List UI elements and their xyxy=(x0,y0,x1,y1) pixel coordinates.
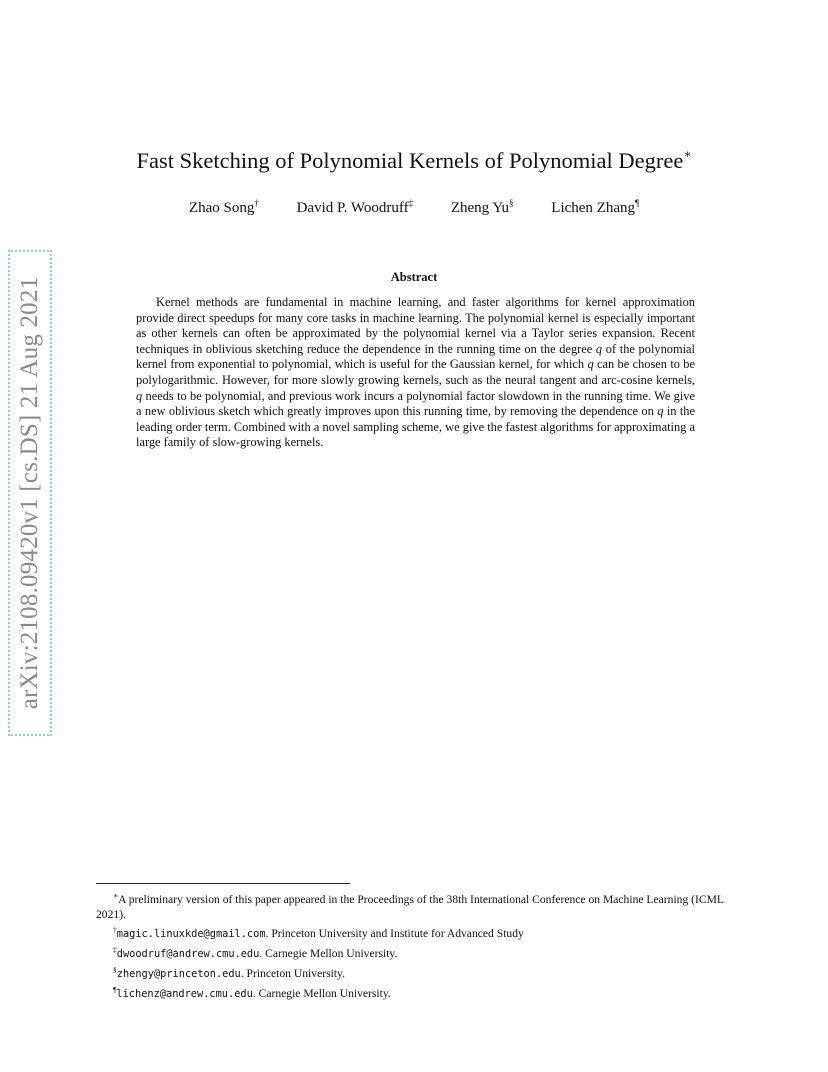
math-q: q xyxy=(657,404,664,419)
footnote-text: . Princeton University. xyxy=(240,967,345,981)
footnote xyxy=(96,962,736,982)
footnote-mark: ¶ xyxy=(113,985,117,995)
email-link[interactable]: dwoodruf@andrew.cmu.edu xyxy=(116,948,260,961)
footnotes xyxy=(96,888,736,1003)
arxiv-stamp-text: arXiv:2108.09420v1 [cs.DS] 21 Aug 2021 xyxy=(16,276,43,710)
math-q: q xyxy=(595,341,603,356)
paper-title xyxy=(0,148,828,174)
author xyxy=(189,198,259,217)
footnote-text: . Princeton University and Institute for Advanced Study xyxy=(265,927,524,941)
author-list xyxy=(0,198,828,217)
footnote xyxy=(96,888,736,922)
author-mark: ¶ xyxy=(635,198,640,208)
arxiv-stamp[interactable] xyxy=(8,250,52,736)
footnote-mark: ∗ xyxy=(113,891,119,900)
footnote-mark: § xyxy=(113,965,117,975)
footnote-text: . Carnegie Mellon University. xyxy=(252,987,391,1001)
title-footnote-mark: ∗ xyxy=(683,146,692,161)
author-mark: † xyxy=(254,198,259,208)
author-name: Zheng Yu xyxy=(450,200,510,216)
footnote xyxy=(96,942,736,962)
footnote-text: A preliminary version of this paper appeared in the Proceedings of the 38th International Conference on Machine Learning (ICML 2021). xyxy=(96,892,724,922)
abstract-heading: Abstract xyxy=(390,270,438,284)
author-mark: § xyxy=(509,198,514,208)
author xyxy=(297,198,414,217)
author-name: David P. Woodruff xyxy=(296,200,409,216)
math-q: q xyxy=(587,357,594,372)
footnote-mark: ‡ xyxy=(113,945,117,955)
author-name: Zhao Song xyxy=(188,200,255,216)
footnote-rule xyxy=(96,883,350,884)
email-link[interactable]: zhengy@princeton.edu xyxy=(116,968,241,981)
email-link[interactable]: lichenz@andrew.cmu.edu xyxy=(116,988,253,1001)
author-name: Lichen Zhang xyxy=(551,200,635,216)
email-link[interactable]: magic.linuxkde@gmail.com xyxy=(116,928,266,941)
footnote-text: . Carnegie Mellon University. xyxy=(259,947,398,961)
footnote xyxy=(96,982,736,1002)
author xyxy=(451,198,514,217)
footnote xyxy=(96,922,736,942)
footnote-mark: † xyxy=(113,925,117,935)
author xyxy=(551,198,639,217)
author-mark: ‡ xyxy=(408,198,414,208)
title-text: Fast Sketching of Polynomial Kernels of Polynomial Degree xyxy=(136,148,684,173)
math-q: q xyxy=(136,388,143,403)
abstract-text: Kernel methods are fundamental in machine learning, and faster algorithms for kernel approximation provide direct speedups for many core tasks in machine learning. The polynomial kernel is especially important as other kernels can often be approximated by the polynomial kernel via a Taylor series expansion. Recent techniques in oblivious sketching reduce the dependence in the running time on the degree q of the polynomial kernel from exponential to polynomial, which is useful for the Gaussian kernel, for which q can be chosen to be polylogarithmic. However, for more slowly growing kernels, such as the neural tangent and arc-cosine kernels, q needs to be polynomial, and previous work incurs a polynomial factor slowdown in the running time. We give a new oblivious sketch which greatly improves upon this running time, by removing the dependence on q in the leading order term. Combined with a novel sampling scheme, we give the fastest algorithms for approximating a large family of slow-growing kernels. xyxy=(136,295,695,450)
